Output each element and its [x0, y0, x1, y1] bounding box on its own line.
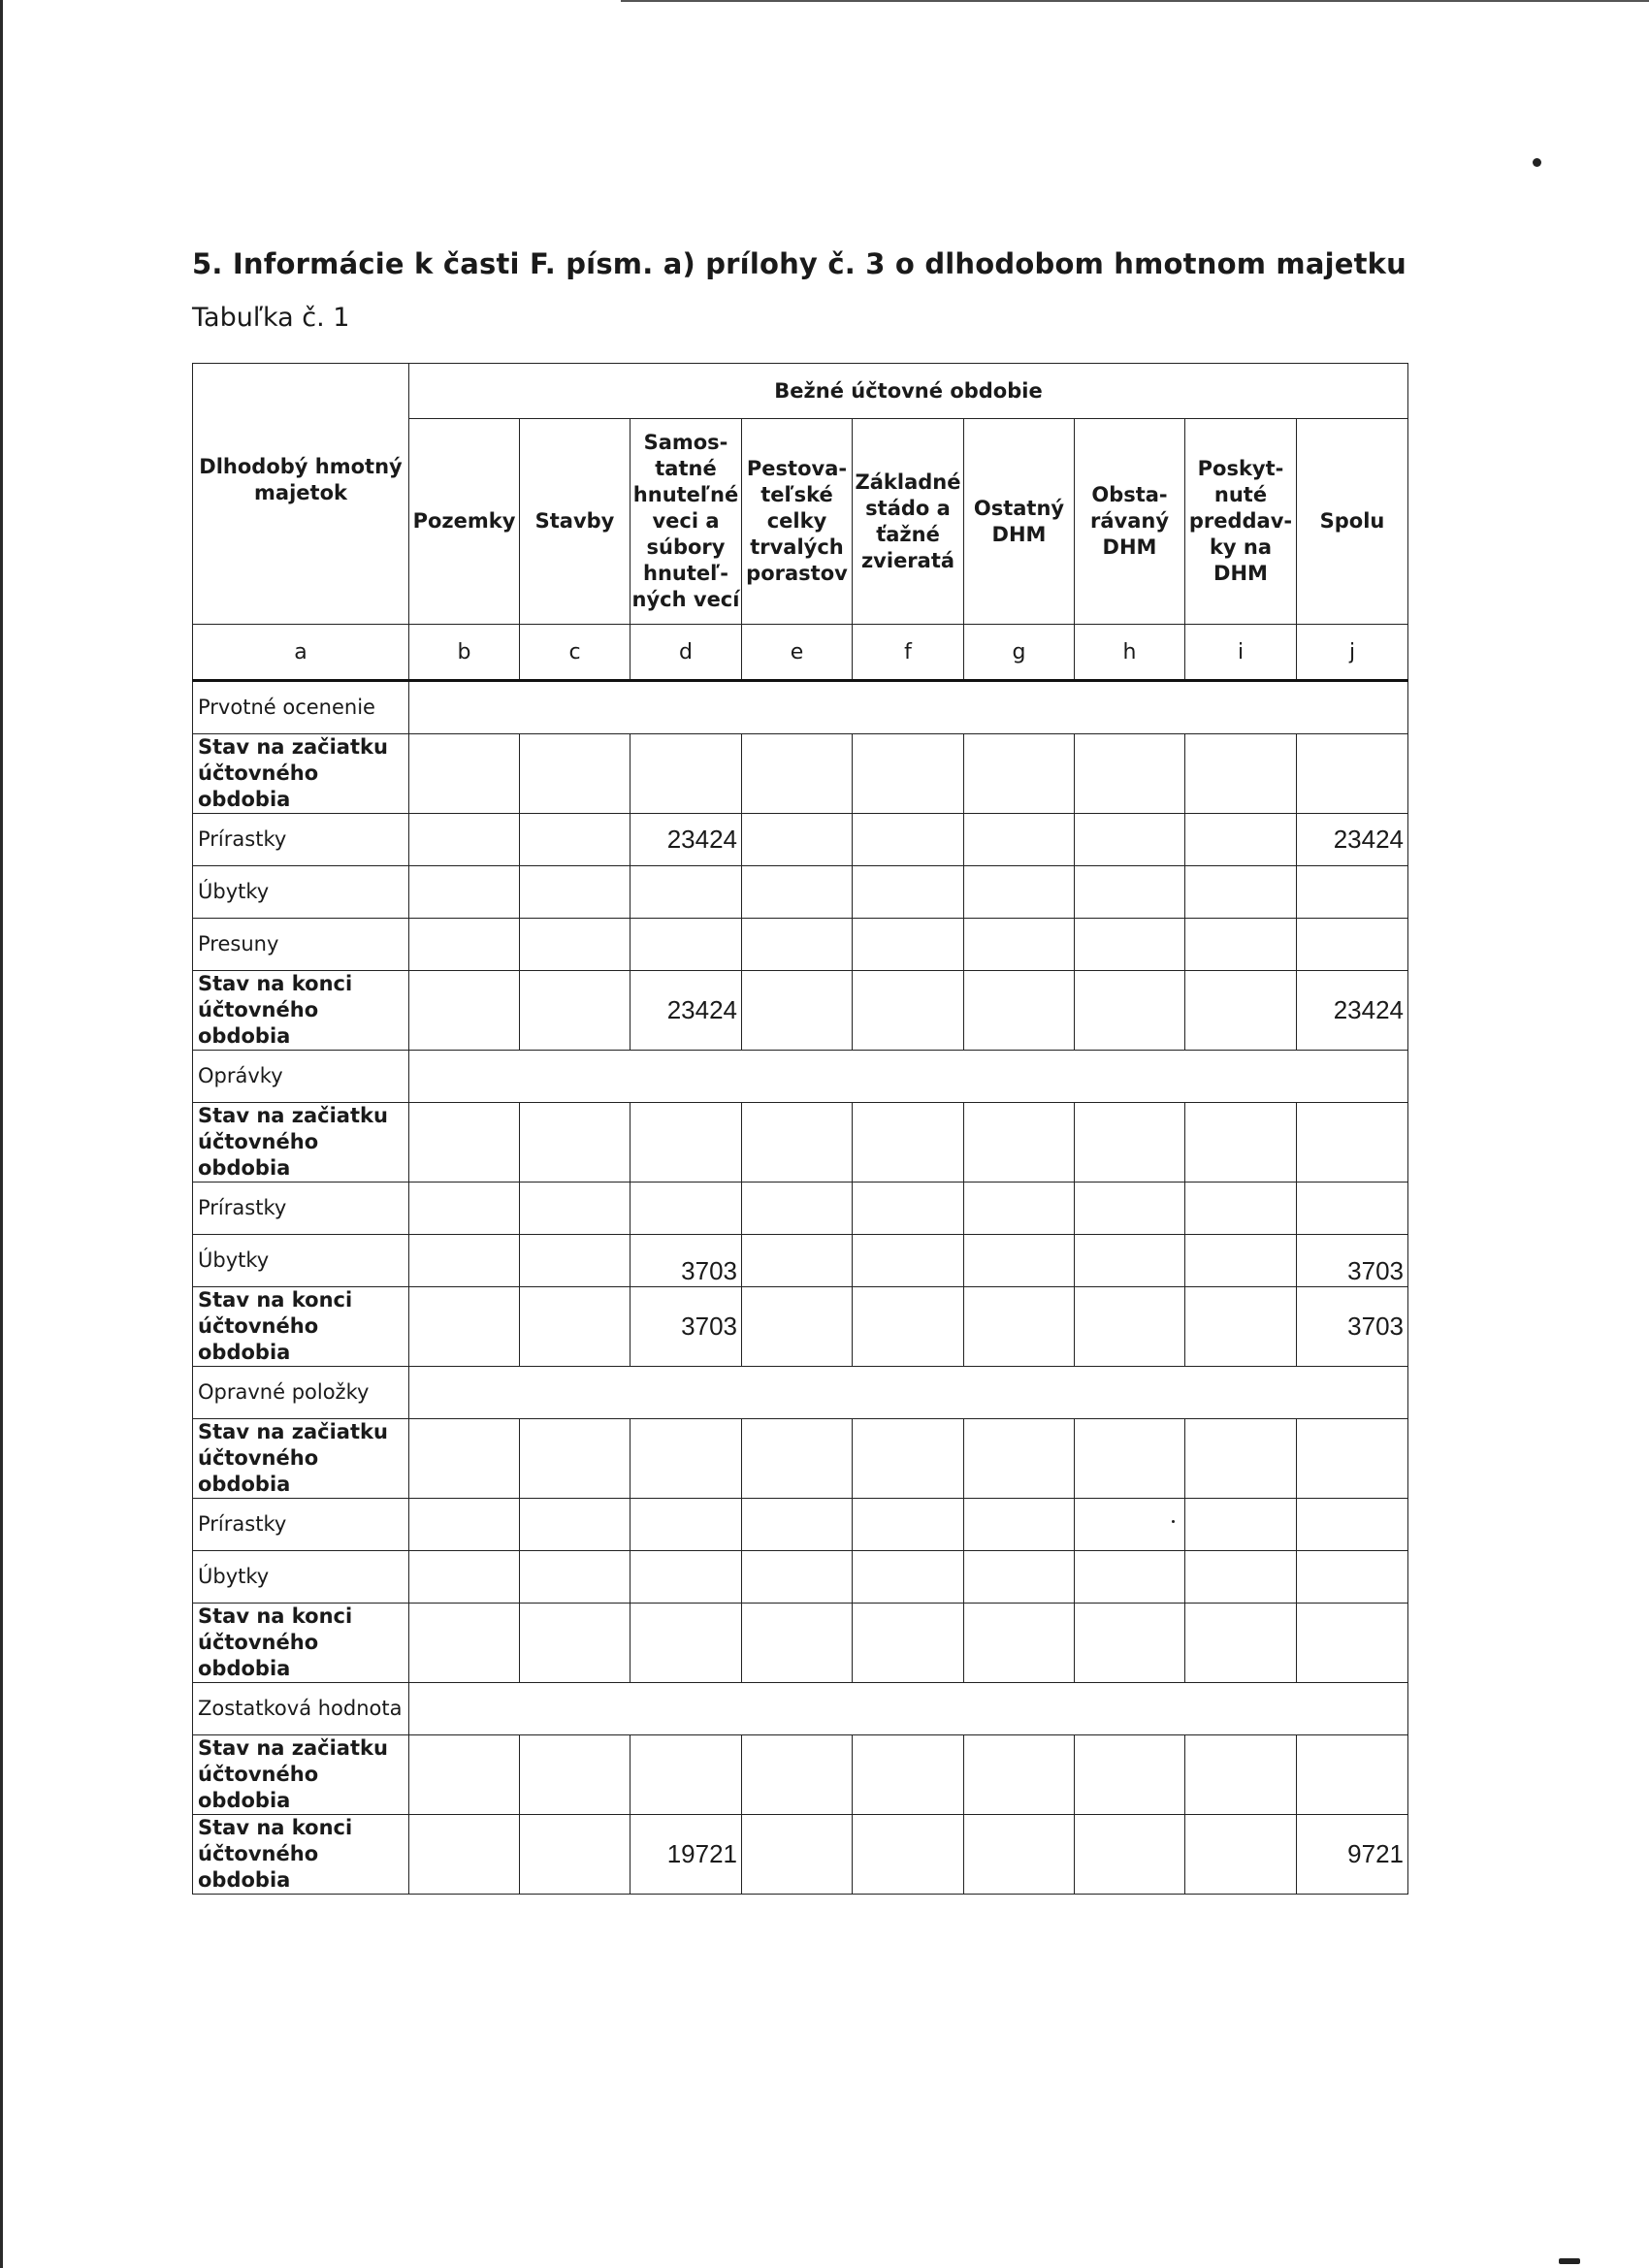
- value-cell: [742, 814, 853, 866]
- column-header: Pestova- teľské celky trvalých porastov: [742, 419, 853, 625]
- section-spacer: [409, 1367, 1408, 1419]
- value-cell: [520, 1604, 630, 1683]
- value-cell: [853, 1183, 964, 1235]
- value-cell: [1185, 1419, 1297, 1499]
- column-letter: f: [853, 625, 964, 681]
- value-cell: [409, 1604, 520, 1683]
- table-row: [193, 1815, 1408, 1895]
- value-cell: [409, 1287, 520, 1367]
- value-cell: [1185, 1183, 1297, 1235]
- value-cell: [520, 1419, 630, 1499]
- value-cell: [630, 1735, 742, 1815]
- value-cell: [1075, 1499, 1185, 1551]
- value-cell: 3703: [630, 1287, 742, 1367]
- value-cell: [1075, 1103, 1185, 1183]
- value-cell: 19721: [630, 1815, 742, 1895]
- value-cell: 3703: [1297, 1287, 1408, 1367]
- value-cell: [1297, 1183, 1408, 1235]
- section-row: [193, 1683, 1408, 1735]
- value-cell: [520, 1815, 630, 1895]
- section-row: [193, 681, 1408, 734]
- section-label: Prvotné ocenenie: [193, 681, 409, 734]
- table-row: [193, 1735, 1408, 1815]
- scan-speck: [1533, 158, 1541, 167]
- value-cell: [409, 1815, 520, 1895]
- column-header: Stavby: [520, 419, 630, 625]
- value-cell: [409, 866, 520, 919]
- section-spacer: [409, 1051, 1408, 1103]
- row-label: Prírastky: [193, 1499, 409, 1551]
- value-cell: [1297, 1551, 1408, 1604]
- value-cell: [742, 919, 853, 971]
- value-cell: [520, 1499, 630, 1551]
- value-cell: [853, 1419, 964, 1499]
- column-letter: b: [409, 625, 520, 681]
- value-cell: [1075, 814, 1185, 866]
- value-cell: [1185, 1551, 1297, 1604]
- value-cell: [964, 1183, 1075, 1235]
- value-cell: [964, 1735, 1075, 1815]
- value-cell: 9721: [1297, 1815, 1408, 1895]
- value-cell: [1075, 1419, 1185, 1499]
- value-cell: [409, 734, 520, 814]
- value-cell: [1075, 1551, 1185, 1604]
- column-header: Základné stádo a ťažné zvieratá: [853, 419, 964, 625]
- value-cell: [630, 1499, 742, 1551]
- value-cell: [853, 1604, 964, 1683]
- value-cell: [520, 1287, 630, 1367]
- value-cell: [1075, 1815, 1185, 1895]
- value-cell: [964, 971, 1075, 1051]
- column-header: Poskyt- nuté preddav- ky na DHM: [1185, 419, 1297, 625]
- table-row: [193, 1499, 1408, 1551]
- table-row: [193, 1183, 1408, 1235]
- value-cell: [520, 1735, 630, 1815]
- value-cell: [630, 919, 742, 971]
- column-header: Ostatný DHM: [964, 419, 1075, 625]
- value-cell: [520, 919, 630, 971]
- value-cell: [1297, 1103, 1408, 1183]
- value-cell: [742, 1551, 853, 1604]
- value-cell: [630, 1551, 742, 1604]
- section-spacer: [409, 1683, 1408, 1735]
- value-cell: [409, 1735, 520, 1815]
- value-cell: [964, 734, 1075, 814]
- value-cell: [964, 1551, 1075, 1604]
- value-cell: [853, 1287, 964, 1367]
- value-cell: [409, 1103, 520, 1183]
- value-cell: [1075, 1735, 1185, 1815]
- table-row: [193, 1235, 1408, 1287]
- column-letter: j: [1297, 625, 1408, 681]
- value-cell: [853, 1103, 964, 1183]
- value-cell: [742, 1287, 853, 1367]
- value-cell: [520, 1183, 630, 1235]
- row-label: Úbytky: [193, 866, 409, 919]
- value-cell: [1185, 919, 1297, 971]
- value-cell: [853, 1499, 964, 1551]
- value-cell: [964, 919, 1075, 971]
- value-cell: [1297, 1499, 1408, 1551]
- value-cell: [853, 866, 964, 919]
- value-cell: [853, 1735, 964, 1815]
- value-cell: [1297, 1604, 1408, 1683]
- value-cell: [409, 919, 520, 971]
- section-label: Opravné položky: [193, 1367, 409, 1419]
- column-header: Obsta- rávaný DHM: [1075, 419, 1185, 625]
- value-cell: [964, 866, 1075, 919]
- value-cell: [630, 1419, 742, 1499]
- value-cell: [409, 814, 520, 866]
- row-label: Stav na začiatku účtovného obdobia: [193, 734, 409, 814]
- value-cell: [964, 1604, 1075, 1683]
- column-letter: d: [630, 625, 742, 681]
- row-label: Úbytky: [193, 1235, 409, 1287]
- value-cell: [853, 1235, 964, 1287]
- value-cell: [409, 1551, 520, 1604]
- column-header: Samos- tatné hnuteľné veci a súbory hnuteľ- ných vecí: [630, 419, 742, 625]
- row-label: Stav na konci účtovného obdobia: [193, 1287, 409, 1367]
- value-cell: [1185, 814, 1297, 866]
- row-label: Stav na začiatku účtovného obdobia: [193, 1419, 409, 1499]
- value-cell: [742, 1815, 853, 1895]
- row-label: Prírastky: [193, 814, 409, 866]
- value-cell: [964, 814, 1075, 866]
- value-cell: 23424: [630, 814, 742, 866]
- table-row: [193, 971, 1408, 1051]
- value-cell: [1185, 866, 1297, 919]
- value-cell: [630, 866, 742, 919]
- value-cell: [520, 1235, 630, 1287]
- value-cell: [742, 1183, 853, 1235]
- value-cell: [1297, 866, 1408, 919]
- value-cell: [742, 971, 853, 1051]
- value-cell: [853, 1815, 964, 1895]
- period-header: Bežné účtovné obdobie: [409, 364, 1408, 419]
- table-row: [193, 1287, 1408, 1367]
- table-row: [193, 1604, 1408, 1683]
- section-label: Zostatková hodnota: [193, 1683, 409, 1735]
- value-cell: [1075, 734, 1185, 814]
- table-row: [193, 734, 1408, 814]
- row-label: Stav na konci účtovného obdobia: [193, 1604, 409, 1683]
- value-cell: [964, 1419, 1075, 1499]
- table-row: [193, 919, 1408, 971]
- value-cell: [853, 734, 964, 814]
- value-cell: [409, 1183, 520, 1235]
- value-cell: 23424: [1297, 971, 1408, 1051]
- value-cell: [1185, 1287, 1297, 1367]
- value-cell: [1075, 1604, 1185, 1683]
- row-label: Prírastky: [193, 1183, 409, 1235]
- row-label: Stav na konci účtovného obdobia: [193, 971, 409, 1051]
- value-cell: [1185, 1103, 1297, 1183]
- scan-top-edge: [621, 0, 1649, 2]
- value-cell: 3703: [630, 1235, 742, 1287]
- section-title: 5. Informácie k časti F. písm. a) prílohy č. 3 o dlhodobom hmotnom majetku: [192, 247, 1407, 280]
- value-cell: [742, 1499, 853, 1551]
- section-row: [193, 1051, 1408, 1103]
- value-cell: [853, 971, 964, 1051]
- value-cell: [1297, 1735, 1408, 1815]
- row-label: Presuny: [193, 919, 409, 971]
- column-letter: e: [742, 625, 853, 681]
- table-label: Tabuľka č. 1: [192, 303, 350, 333]
- value-cell: [630, 1183, 742, 1235]
- value-cell: [520, 971, 630, 1051]
- row-label: Stav na konci účtovného obdobia: [193, 1815, 409, 1895]
- value-cell: [1297, 919, 1408, 971]
- column-letter: h: [1075, 625, 1185, 681]
- row-label: Stav na začiatku účtovného obdobia: [193, 1103, 409, 1183]
- value-cell: [1297, 1419, 1408, 1499]
- value-cell: [520, 866, 630, 919]
- value-cell: [742, 734, 853, 814]
- value-cell: [1185, 1235, 1297, 1287]
- value-cell: [409, 1499, 520, 1551]
- value-cell: [964, 1103, 1075, 1183]
- value-cell: [520, 1103, 630, 1183]
- value-cell: 23424: [630, 971, 742, 1051]
- value-cell: [1185, 971, 1297, 1051]
- value-cell: [1075, 1183, 1185, 1235]
- value-cell: [630, 734, 742, 814]
- value-cell: [853, 814, 964, 866]
- value-cell: [630, 1103, 742, 1183]
- scan-left-edge: [0, 0, 3, 2268]
- value-cell: 3703: [1297, 1235, 1408, 1287]
- value-cell: [964, 1235, 1075, 1287]
- value-cell: [1185, 1815, 1297, 1895]
- value-cell: [630, 1604, 742, 1683]
- value-cell: [964, 1815, 1075, 1895]
- table-row: [193, 814, 1408, 866]
- value-cell: [1075, 1235, 1185, 1287]
- column-letter: i: [1185, 625, 1297, 681]
- value-cell: [742, 1604, 853, 1683]
- scan-speck: [1559, 2258, 1580, 2264]
- value-cell: [853, 1551, 964, 1604]
- value-cell: [520, 734, 630, 814]
- value-cell: [409, 1235, 520, 1287]
- column-header: Pozemky: [409, 419, 520, 625]
- value-cell: [742, 1419, 853, 1499]
- value-cell: [1185, 1499, 1297, 1551]
- section-spacer: [409, 681, 1408, 734]
- table-row: [193, 1419, 1408, 1499]
- column-letter: g: [964, 625, 1075, 681]
- column-letter: a: [193, 625, 409, 681]
- value-cell: [964, 1287, 1075, 1367]
- row-label: Úbytky: [193, 1551, 409, 1604]
- value-cell: [520, 814, 630, 866]
- dhm-table: [192, 363, 1408, 1895]
- value-cell: [1185, 734, 1297, 814]
- value-cell: [520, 1551, 630, 1604]
- value-cell: [964, 1499, 1075, 1551]
- value-cell: [742, 1735, 853, 1815]
- value-cell: [853, 919, 964, 971]
- row-label: Stav na začiatku účtovného obdobia: [193, 1735, 409, 1815]
- value-cell: [742, 1103, 853, 1183]
- value-cell: 23424: [1297, 814, 1408, 866]
- value-cell: [742, 1235, 853, 1287]
- value-cell: [742, 866, 853, 919]
- value-cell: [1075, 971, 1185, 1051]
- table-row: [193, 1103, 1408, 1183]
- value-cell: [409, 971, 520, 1051]
- value-cell: [1075, 866, 1185, 919]
- value-cell: [1075, 1287, 1185, 1367]
- table-row: [193, 866, 1408, 919]
- section-row: [193, 1367, 1408, 1419]
- value-cell: [1185, 1604, 1297, 1683]
- table-row: [193, 1551, 1408, 1604]
- column-header: Spolu: [1297, 419, 1408, 625]
- section-label: Oprávky: [193, 1051, 409, 1103]
- value-cell: [1297, 734, 1408, 814]
- value-cell: [1185, 1735, 1297, 1815]
- value-cell: [1075, 919, 1185, 971]
- value-cell: [409, 1419, 520, 1499]
- column-letter: c: [520, 625, 630, 681]
- corner-header: Dlhodobý hmotný majetok: [193, 364, 409, 625]
